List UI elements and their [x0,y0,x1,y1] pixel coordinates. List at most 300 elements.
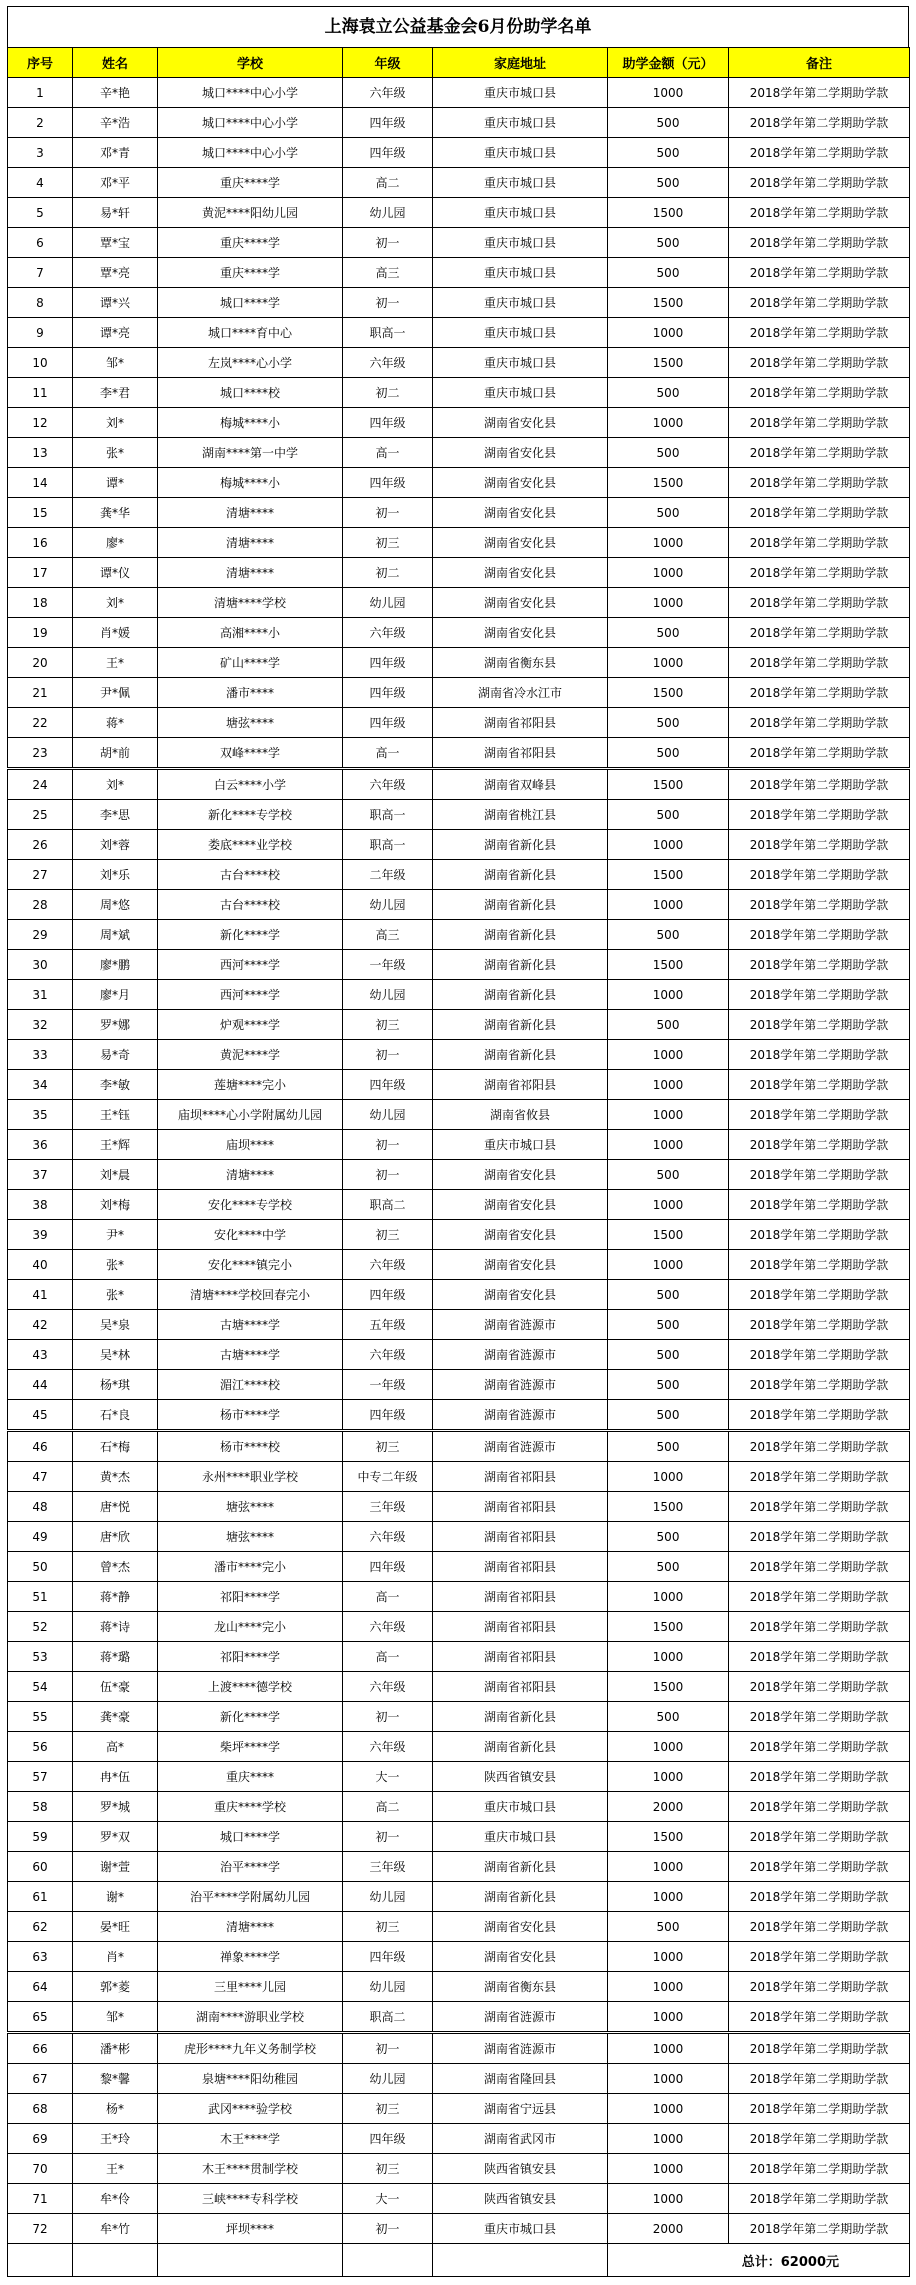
home-address: 重庆市城口县 [433,138,608,168]
home-address: 重庆市城口县 [433,168,608,198]
student-name: 尹* [73,1220,158,1250]
school: 三峡****专科学校 [158,2184,343,2214]
grade: 初三 [343,2154,433,2184]
aid-amount: 500 [608,1552,729,1582]
aid-amount: 1500 [608,1220,729,1250]
aid-amount: 500 [608,1522,729,1552]
school: 新化****专学校 [158,800,343,830]
row-index: 3 [8,138,73,168]
home-address: 重庆市城口县 [433,228,608,258]
remark: 2018学年第二学期助学款 [729,1702,910,1732]
home-address: 重庆市城口县 [433,348,608,378]
grade: 六年级 [343,1732,433,1762]
grade: 幼儿园 [343,1100,433,1130]
remark: 2018学年第二学期助学款 [729,348,910,378]
home-address: 湖南省安化县 [433,498,608,528]
table-row [8,800,910,830]
remark: 2018学年第二学期助学款 [729,588,910,618]
row-index: 41 [8,1280,73,1310]
student-name: 伍*豪 [73,1672,158,1702]
row-index: 69 [8,2124,73,2154]
school: 坪坝**** [158,2214,343,2244]
home-address: 湖南省安化县 [433,1912,608,1942]
student-name: 高* [73,1732,158,1762]
student-name: 唐*欣 [73,1522,158,1552]
aid-amount: 500 [608,438,729,468]
remark: 2018学年第二学期助学款 [729,2064,910,2094]
remark: 2018学年第二学期助学款 [729,378,910,408]
student-name: 王*辉 [73,1130,158,1160]
row-index: 56 [8,1732,73,1762]
home-address: 湖南省涟源市 [433,1310,608,1340]
home-address: 湖南省祁阳县 [433,1070,608,1100]
student-name: 肖*媛 [73,618,158,648]
aid-amount: 1000 [608,830,729,860]
total-cell [608,2244,910,2277]
aid-amount: 1000 [608,2094,729,2124]
row-index: 24 [8,769,73,800]
student-name: 谢*萱 [73,1852,158,1882]
row-index: 43 [8,1340,73,1370]
aid-amount: 1000 [608,318,729,348]
table-row [8,1462,910,1492]
student-name: 牟*伶 [73,2184,158,2214]
row-index: 65 [8,2002,73,2033]
grade: 四年级 [343,138,433,168]
header-address: 家庭地址 [433,48,608,78]
remark: 2018学年第二学期助学款 [729,1070,910,1100]
home-address: 湖南省祁阳县 [433,1582,608,1612]
grade: 高二 [343,1792,433,1822]
aid-amount: 1000 [608,1882,729,1912]
school: 西河****学 [158,950,343,980]
home-address: 湖南省涟源市 [433,1400,608,1431]
home-address: 湖南省安化县 [433,1280,608,1310]
remark: 2018学年第二学期助学款 [729,738,910,769]
row-index: 10 [8,348,73,378]
table-row [8,438,910,468]
aid-amount: 500 [608,1010,729,1040]
remark: 2018学年第二学期助学款 [729,1431,910,1462]
aid-amount: 500 [608,1431,729,1462]
row-index: 34 [8,1070,73,1100]
student-name: 李*敏 [73,1070,158,1100]
table-row [8,1972,910,2002]
page-title: 上海袁立公益基金会6月份助学名单 [7,6,909,47]
school: 清塘**** [158,528,343,558]
school: 虎形****九年义务制学校 [158,2033,343,2064]
school: 古台****校 [158,860,343,890]
student-name: 谭* [73,468,158,498]
row-index: 63 [8,1942,73,1972]
table-row [8,1492,910,1522]
aid-amount: 500 [608,228,729,258]
remark: 2018学年第二学期助学款 [729,108,910,138]
remark: 2018学年第二学期助学款 [729,1762,910,1792]
grade: 一年级 [343,950,433,980]
student-name: 易*轩 [73,198,158,228]
aid-amount: 1000 [608,2033,729,2064]
aid-amount: 1500 [608,288,729,318]
school: 清塘**** [158,1160,343,1190]
table-row [8,769,910,800]
school: 庙坝****心小学附属幼儿园 [158,1100,343,1130]
row-index: 35 [8,1100,73,1130]
school: 杨市****学 [158,1400,343,1431]
school: 木王****学 [158,2124,343,2154]
home-address: 湖南省涟源市 [433,1431,608,1462]
table-row [8,2094,910,2124]
home-address: 湖南省新化县 [433,890,608,920]
student-name: 龚*豪 [73,1702,158,1732]
grade: 六年级 [343,1612,433,1642]
table-row [8,1370,910,1400]
table-row [8,1702,910,1732]
row-index: 12 [8,408,73,438]
grade: 初一 [343,1822,433,1852]
row-index: 28 [8,890,73,920]
home-address: 湖南省武冈市 [433,2124,608,2154]
aid-amount: 500 [608,1280,729,1310]
table-row [8,860,910,890]
home-address: 湖南省祁阳县 [433,1522,608,1552]
table-row [8,648,910,678]
school: 梅城****小 [158,408,343,438]
row-index: 71 [8,2184,73,2214]
aid-amount: 1000 [608,408,729,438]
student-name: 郭*菱 [73,1972,158,2002]
school: 龙山****完小 [158,1612,343,1642]
table-row [8,1100,910,1130]
row-index: 60 [8,1852,73,1882]
row-index: 11 [8,378,73,408]
aid-amount: 1000 [608,528,729,558]
aid-amount: 1000 [608,1462,729,1492]
row-index: 40 [8,1250,73,1280]
grade: 六年级 [343,1672,433,1702]
student-name: 刘*乐 [73,860,158,890]
home-address: 湖南省宁远县 [433,2094,608,2124]
aid-amount: 1000 [608,1582,729,1612]
grade: 四年级 [343,678,433,708]
school: 武冈****验学校 [158,2094,343,2124]
table-body [8,78,910,2244]
row-index: 42 [8,1310,73,1340]
table-row [8,1792,910,1822]
student-name: 刘* [73,769,158,800]
table-row [8,1732,910,1762]
remark: 2018学年第二学期助学款 [729,1732,910,1762]
aid-amount: 500 [608,738,729,769]
grade: 幼儿园 [343,198,433,228]
grade: 职高一 [343,800,433,830]
table-row [8,1642,910,1672]
grade: 初一 [343,288,433,318]
grade: 幼儿园 [343,1972,433,2002]
remark: 2018学年第二学期助学款 [729,1340,910,1370]
aid-amount: 1000 [608,78,729,108]
student-name: 李*思 [73,800,158,830]
grade: 高一 [343,738,433,769]
student-name: 曾*杰 [73,1552,158,1582]
aid-amount: 1000 [608,2154,729,2184]
aid-amount: 1000 [608,558,729,588]
school: 梅城****小 [158,468,343,498]
row-index: 9 [8,318,73,348]
aid-amount: 1500 [608,678,729,708]
table-row [8,1340,910,1370]
school: 古台****校 [158,890,343,920]
table-row [8,78,910,108]
row-index: 57 [8,1762,73,1792]
student-name: 胡*前 [73,738,158,769]
student-name: 吴*林 [73,1340,158,1370]
remark: 2018学年第二学期助学款 [729,468,910,498]
row-index: 15 [8,498,73,528]
aid-amount: 500 [608,1160,729,1190]
grade: 初一 [343,2214,433,2244]
total-row [8,2244,910,2277]
remark: 2018学年第二学期助学款 [729,288,910,318]
student-name: 谭*兴 [73,288,158,318]
aid-amount: 2000 [608,1792,729,1822]
table-row [8,348,910,378]
school: 重庆****学 [158,168,343,198]
table-row [8,168,910,198]
row-index: 33 [8,1040,73,1070]
remark: 2018学年第二学期助学款 [729,950,910,980]
school: 娄底****业学校 [158,830,343,860]
table-row [8,2154,910,2184]
grade: 初一 [343,1040,433,1070]
remark: 2018学年第二学期助学款 [729,648,910,678]
remark: 2018学年第二学期助学款 [729,1310,910,1340]
student-name: 罗*双 [73,1822,158,1852]
table-row [8,1280,910,1310]
row-index: 6 [8,228,73,258]
remark: 2018学年第二学期助学款 [729,1010,910,1040]
home-address: 重庆市城口县 [433,378,608,408]
remark: 2018学年第二学期助学款 [729,498,910,528]
school: 矿山****学 [158,648,343,678]
row-index: 8 [8,288,73,318]
school: 永州****职业学校 [158,1462,343,1492]
remark: 2018学年第二学期助学款 [729,408,910,438]
row-index: 38 [8,1190,73,1220]
school: 塘弦**** [158,708,343,738]
remark: 2018学年第二学期助学款 [729,1522,910,1552]
remark: 2018学年第二学期助学款 [729,1882,910,1912]
school: 湖南****第一中学 [158,438,343,468]
grade: 高二 [343,168,433,198]
row-index: 58 [8,1792,73,1822]
remark: 2018学年第二学期助学款 [729,2214,910,2244]
table-row [8,408,910,438]
table-row [8,1040,910,1070]
home-address: 重庆市城口县 [433,2214,608,2244]
grade: 六年级 [343,1250,433,1280]
remark: 2018学年第二学期助学款 [729,1822,910,1852]
aid-amount: 500 [608,800,729,830]
school: 清塘**** [158,558,343,588]
row-index: 51 [8,1582,73,1612]
home-address: 湖南省桃江县 [433,800,608,830]
student-name: 刘* [73,588,158,618]
table-row [8,618,910,648]
home-address: 湖南省安化县 [433,558,608,588]
home-address: 湖南省祁阳县 [433,1552,608,1582]
row-index: 61 [8,1882,73,1912]
aid-amount: 500 [608,168,729,198]
home-address: 湖南省涟源市 [433,2002,608,2033]
school: 庙坝**** [158,1130,343,1160]
school: 三里****儿园 [158,1972,343,2002]
student-name: 谢* [73,1882,158,1912]
school: 湖南****游职业学校 [158,2002,343,2033]
table-row [8,980,910,1010]
student-name: 谭*亮 [73,318,158,348]
table-row [8,1010,910,1040]
empty-cell [343,2244,433,2277]
table-row [8,1942,910,1972]
remark: 2018学年第二学期助学款 [729,438,910,468]
grade: 四年级 [343,1070,433,1100]
student-name: 谭*仪 [73,558,158,588]
home-address: 陕西省镇安县 [433,2184,608,2214]
student-name: 蒋* [73,708,158,738]
student-name: 黄*杰 [73,1462,158,1492]
empty-cell [158,2244,343,2277]
remark: 2018学年第二学期助学款 [729,860,910,890]
student-name: 尹*佩 [73,678,158,708]
remark: 2018学年第二学期助学款 [729,138,910,168]
school: 重庆****学 [158,258,343,288]
student-name: 邓*青 [73,138,158,168]
aid-amount: 500 [608,138,729,168]
home-address: 湖南省祁阳县 [433,1672,608,1702]
grade: 高三 [343,920,433,950]
row-index: 25 [8,800,73,830]
total-value: 62000元 [780,2254,839,2270]
aid-amount: 1000 [608,1732,729,1762]
home-address: 湖南省涟源市 [433,1370,608,1400]
table-row [8,738,910,769]
remark: 2018学年第二学期助学款 [729,769,910,800]
aid-amount: 500 [608,498,729,528]
grade: 职高二 [343,1190,433,1220]
home-address: 湖南省祁阳县 [433,1642,608,1672]
row-index: 37 [8,1160,73,1190]
student-name: 石*良 [73,1400,158,1431]
table-row [8,588,910,618]
school: 清塘**** [158,498,343,528]
student-name: 邹* [73,2002,158,2033]
remark: 2018学年第二学期助学款 [729,1462,910,1492]
school: 城口****校 [158,378,343,408]
aid-amount: 1000 [608,1130,729,1160]
row-index: 45 [8,1400,73,1431]
school: 左岚****心小学 [158,348,343,378]
table-row [8,2124,910,2154]
table-row [8,1882,910,1912]
aid-amount: 1000 [608,1190,729,1220]
row-index: 50 [8,1552,73,1582]
grade: 一年级 [343,1370,433,1400]
aid-amount: 1000 [608,1100,729,1130]
school: 禅象****学 [158,1942,343,1972]
row-index: 48 [8,1492,73,1522]
row-index: 47 [8,1462,73,1492]
table-row [8,1762,910,1792]
student-name: 辛*艳 [73,78,158,108]
remark: 2018学年第二学期助学款 [729,1672,910,1702]
row-index: 46 [8,1431,73,1462]
remark: 2018学年第二学期助学款 [729,528,910,558]
aid-amount: 500 [608,108,729,138]
home-address: 重庆市城口县 [433,318,608,348]
grade: 初三 [343,1431,433,1462]
remark: 2018学年第二学期助学款 [729,1190,910,1220]
row-index: 29 [8,920,73,950]
grade: 初一 [343,2033,433,2064]
grade: 初三 [343,1010,433,1040]
student-name: 李*君 [73,378,158,408]
grade: 二年级 [343,860,433,890]
table-row [8,378,910,408]
school: 杨市****校 [158,1431,343,1462]
aid-amount: 1000 [608,1852,729,1882]
home-address: 重庆市城口县 [433,108,608,138]
school: 城口****中心小学 [158,138,343,168]
table-row [8,2064,910,2094]
aid-amount: 1500 [608,950,729,980]
remark: 2018学年第二学期助学款 [729,1912,910,1942]
table-row [8,468,910,498]
remark: 2018学年第二学期助学款 [729,2094,910,2124]
empty-cell [73,2244,158,2277]
grade: 六年级 [343,1522,433,1552]
table-row [8,920,910,950]
home-address: 湖南省安化县 [433,468,608,498]
home-address: 湖南省新化县 [433,830,608,860]
grade: 高一 [343,1642,433,1672]
student-name: 刘*梅 [73,1190,158,1220]
school: 清塘****学校回春完小 [158,1280,343,1310]
remark: 2018学年第二学期助学款 [729,1160,910,1190]
school: 城口****育中心 [158,318,343,348]
remark: 2018学年第二学期助学款 [729,1370,910,1400]
header-index: 序号 [8,48,73,78]
table-row [8,1130,910,1160]
grade: 大一 [343,2184,433,2214]
student-name: 晏*旺 [73,1912,158,1942]
aid-amount: 1000 [608,2064,729,2094]
remark: 2018学年第二学期助学款 [729,1100,910,1130]
student-name: 石*梅 [73,1431,158,1462]
grade: 职高二 [343,2002,433,2033]
student-name: 肖* [73,1942,158,1972]
grade: 初一 [343,1130,433,1160]
grade: 四年级 [343,468,433,498]
table-row [8,1612,910,1642]
remark: 2018学年第二学期助学款 [729,1492,910,1522]
grade: 初三 [343,1912,433,1942]
home-address: 湖南省安化县 [433,1942,608,1972]
home-address: 湖南省双峰县 [433,769,608,800]
row-index: 17 [8,558,73,588]
aid-amount: 1500 [608,1822,729,1852]
grade: 幼儿园 [343,2064,433,2094]
